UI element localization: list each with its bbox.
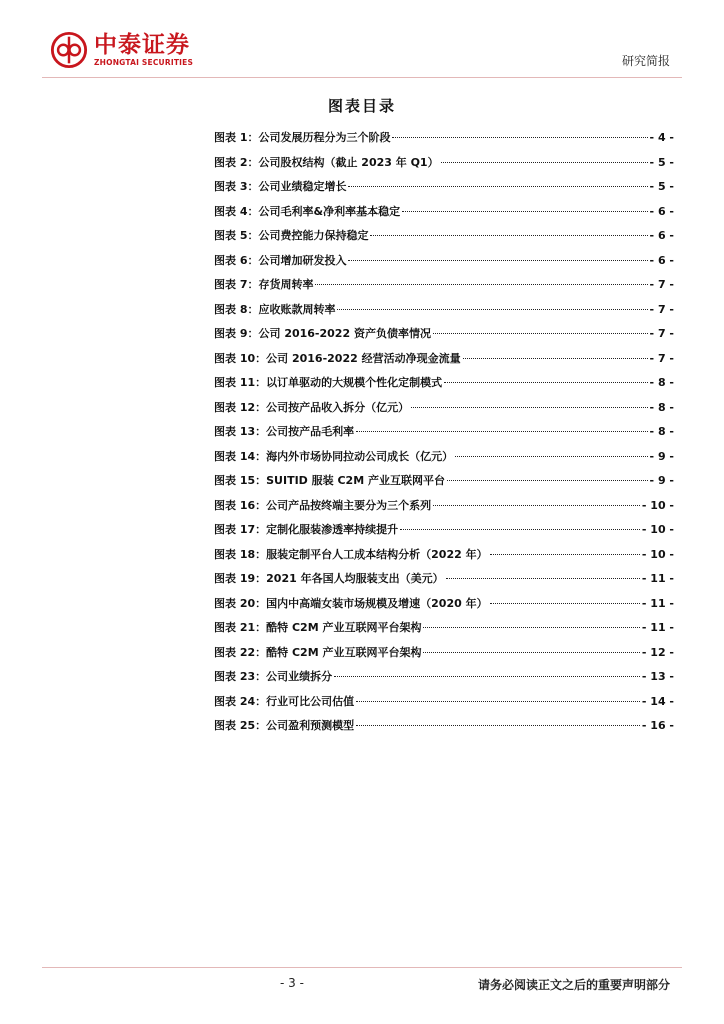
toc-entry[interactable] [214,595,674,620]
toc-entry[interactable] [214,497,674,522]
toc-entry-label: 图表 16：公司产品按终端主要分为三个系列 [214,498,432,512]
toc-entry-label: 图表 22：酷特 C2M 产业互联网平台架构 [214,645,422,659]
toc-entry-page: - 11 - [641,596,674,610]
toc-entry-page: - 6 - [649,253,674,267]
toc-entry-label: 图表 15：SUITID 服装 C2M 产业互联网平台 [214,474,445,487]
toc-dot-leader [337,309,647,310]
toc-entry-page: - 6 - [649,229,674,242]
toc-entry[interactable] [214,178,674,203]
toc-entry-page: - 5 - [649,155,674,169]
toc-entry-page: - 11 - [641,621,674,634]
toc-entry[interactable] [214,301,674,326]
toc-entry-label: 图表 2：公司股权结构（截止 2023 年 Q1） [214,155,439,169]
toc-entry-page: - 7 - [649,302,674,316]
toc-dot-leader [315,284,647,285]
toc-dot-leader [423,627,639,628]
toc-entry-page: - 4 - [649,131,674,144]
toc-entry[interactable] [214,472,674,497]
footer-divider [42,967,682,968]
toc-dot-leader [370,235,647,236]
toc-entry-label: 图表 23：公司业绩拆分 [214,670,333,683]
toc-entry-label: 图表 4：公司毛利率&净利率基本稳定 [214,204,401,218]
toc-entry[interactable] [214,129,674,154]
toc-entry[interactable] [214,693,674,718]
toc-entry-label: 图表 21：酷特 C2M 产业互联网平台架构 [214,621,422,634]
toc-dot-leader [402,211,647,212]
toc-entry-label: 图表 8：应收账款周转率 [214,302,336,316]
toc-entry[interactable] [214,227,674,252]
toc-dot-leader [447,480,648,481]
toc-dot-leader [356,431,647,432]
toc-entry[interactable] [214,203,674,228]
toc-dot-leader [490,554,640,555]
toc-entry-page: - 12 - [641,645,674,659]
toc-dot-leader [433,505,640,506]
toc-dot-leader [455,456,647,457]
toc-entry-label: 图表 14：海内外市场协同拉动公司成长（亿元） [214,449,454,463]
toc-entry-page: - 8 - [649,376,674,389]
toc-entry-label: 图表 1：公司发展历程分为三个阶段 [214,131,391,144]
toc-entry-label: 图表 18：服装定制平台人工成本结构分析（2022 年） [214,547,488,561]
toc-dot-leader [356,701,640,702]
toc-entry-page: - 5 - [649,180,674,193]
toc-entry-label: 图表 24：行业可比公司估值 [214,694,355,708]
toc-dot-leader [444,382,647,383]
zhongtai-logo-icon [50,31,88,69]
toc-entry[interactable] [214,644,674,669]
table-of-figures [214,129,674,742]
toc-entry-page: - 8 - [649,425,674,438]
toc-entry-page: - 10 - [641,547,674,561]
toc-entry[interactable] [214,570,674,595]
toc-entry[interactable] [214,546,674,571]
toc-entry-page: - 7 - [649,278,674,291]
toc-dot-leader [356,725,640,726]
toc-entry[interactable] [214,668,674,693]
toc-entry[interactable] [214,619,674,644]
toc-dot-leader [400,529,640,530]
toc-dot-leader [411,407,647,408]
toc-entry-label: 图表 7：存货周转率 [214,278,314,291]
toc-entry[interactable] [214,374,674,399]
disclaimer-text: 请务必阅读正文之后的重要声明部分 [477,978,670,992]
toc-entry-label: 图表 11：以订单驱动的大规模个性化定制模式 [214,376,443,389]
document-type-label: 研究简报 [621,54,670,68]
toc-entry[interactable] [214,252,674,277]
toc-entry-page: - 11 - [641,572,674,585]
toc-dot-leader [463,358,648,359]
toc-dot-leader [446,578,640,579]
toc-dot-leader [348,186,647,187]
toc-entry-page: - 13 - [641,670,674,683]
toc-entry[interactable] [214,399,674,424]
toc-entry-label: 图表 3：公司业绩稳定增长 [214,180,347,193]
toc-dot-leader [441,162,648,163]
toc-entry-label: 图表 17：定制化服装渗透率持续提升 [214,523,399,536]
toc-entry-label: 图表 25：公司盈利预测模型 [214,719,355,732]
brand-name-cn: 中泰证券 [94,32,190,58]
toc-entry-label: 图表 12：公司按产品收入拆分（亿元） [214,400,410,414]
header-divider [42,77,682,78]
toc-entry-page: - 8 - [649,400,674,414]
toc-entry[interactable] [214,350,674,375]
toc-entry-page: - 7 - [649,327,674,340]
toc-entry-page: - 9 - [649,449,674,463]
toc-entry-page: - 9 - [649,474,674,487]
toc-entry-label: 图表 20：国内中高端女装市场规模及增速（2020 年） [214,596,488,610]
toc-entry-label: 图表 5：公司费控能力保持稳定 [214,229,369,242]
page-number: - 3 - [280,976,304,990]
toc-entry-label: 图表 10：公司 2016-2022 经营活动净现金流量 [214,351,461,365]
toc-dot-leader [392,137,647,138]
toc-dot-leader [334,676,640,677]
toc-dot-leader [348,260,647,261]
company-logo [50,26,193,74]
toc-entry-page: - 14 - [641,694,674,708]
toc-entry[interactable] [214,717,674,742]
toc-entry[interactable] [214,325,674,350]
toc-entry-page: - 10 - [641,498,674,512]
toc-entry[interactable] [214,448,674,473]
toc-entry[interactable] [214,521,674,546]
toc-dot-leader [423,652,639,653]
toc-entry[interactable] [214,423,674,448]
toc-entry-label: 图表 19：2021 年各国人均服装支出（美元） [214,572,444,585]
toc-entry-label: 图表 9：公司 2016-2022 资产负债率情况 [214,327,431,340]
toc-entry-page: - 7 - [649,351,674,365]
brand-name-en: ZHONGTAI SECURITIES [94,58,194,67]
toc-entry-page: - 10 - [641,523,674,536]
toc-entry-page: - 6 - [649,204,674,218]
toc-dot-leader [490,603,640,604]
toc-entry[interactable] [214,154,674,179]
toc-title: 图表目录 [327,97,396,115]
toc-entry[interactable] [214,276,674,301]
toc-entry-label: 图表 13：公司按产品毛利率 [214,425,355,438]
toc-entry-page: - 16 - [641,719,674,732]
toc-dot-leader [433,333,648,334]
toc-entry-label: 图表 6：公司增加研发投入 [214,253,347,267]
